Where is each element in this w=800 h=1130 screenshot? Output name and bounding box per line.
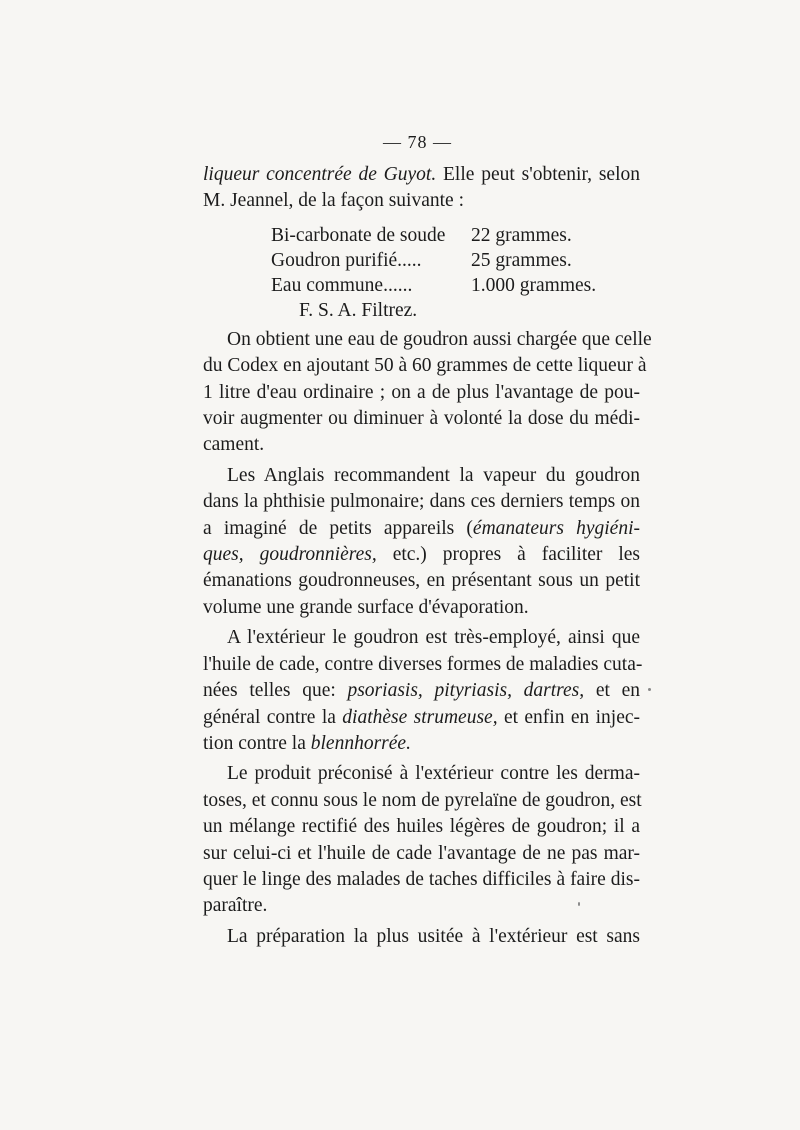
- italic-span: blennhorrée.: [310, 732, 411, 754]
- text-line: [203, 542, 640, 568]
- text-line: du Codex en ajoutant 50 à 60 grammes de cette liqueur à: [203, 355, 647, 377]
- intro-title-italic: liqueur concentrée de Guyot.: [203, 164, 437, 185]
- text-span: a imaginé de petits appareils (: [203, 517, 473, 539]
- page-number: — 78 —: [383, 132, 452, 152]
- recipe-quantity: 22 grammes.: [471, 224, 572, 246]
- text-line: sur celui-ci et l'huile de cade l'avantage de ne pas mar-: [203, 842, 640, 864]
- recipe-ingredient: Bi-carbonate de soude: [271, 224, 446, 246]
- text-line: On obtient une eau de goudron aussi chargée que celle: [227, 328, 652, 350]
- paragraph-1: [203, 327, 652, 459]
- text-line: quer le linge des malades de taches difficiles à faire dis-: [203, 868, 640, 890]
- text-line: [203, 678, 640, 704]
- text-line: La préparation la plus usitée à l'extérieur est sans: [227, 925, 640, 947]
- text-line: émanations goudronneuses, en présentant sous un petit: [203, 570, 640, 592]
- recipe-ingredient: Eau commune......: [271, 274, 413, 296]
- text-line: Les Anglais recommandent la vapeur du goudron: [227, 464, 640, 486]
- intro-line-1: [203, 162, 640, 188]
- italic-span: émanateurs hygiéni-: [472, 517, 640, 539]
- text-span: et enfin en injec-: [497, 706, 641, 728]
- text-line: voir augmenter ou diminuer à volonté la dose du médi-: [203, 408, 640, 430]
- intro-line-2: M. Jeannel, de la façon suivante :: [203, 190, 464, 212]
- text-line: Le produit préconisé à l'extérieur contre les derma-: [227, 763, 640, 785]
- text-span: etc.) propres à faciliter les: [376, 544, 640, 566]
- text-span: nées telles que:: [203, 680, 348, 702]
- ink-speck: [578, 902, 580, 906]
- text-line: A l'extérieur le goudron est très-employé, ainsi que: [227, 627, 640, 649]
- text-line: volume une grande surface d'évaporation.: [203, 596, 529, 618]
- paragraph-4: [203, 761, 640, 919]
- italic-span: psoriasis, pityriasis, dartres,: [347, 680, 585, 702]
- paragraph-2: [203, 463, 640, 621]
- italic-span: diathèse strumeuse,: [342, 706, 498, 728]
- recipe-ingredient: Goudron purifié.....: [271, 249, 422, 271]
- text-line: l'huile de cade, contre diverses formes de maladies cuta-: [203, 653, 643, 675]
- text-line: toses, et connu sous le nom de pyrelaïne de goudron, est: [203, 789, 642, 811]
- recipe-note: F. S. A. Filtrez.: [299, 299, 418, 321]
- text-span: et en: [584, 680, 641, 702]
- recipe-quantity: 1.000 grammes.: [471, 274, 597, 296]
- text-line: [203, 731, 640, 757]
- recipe-row: [203, 273, 640, 298]
- paragraph-3: [203, 625, 643, 757]
- intro-text: Elle peut s'obtenir, selon: [436, 164, 640, 185]
- text-line: cament.: [203, 434, 265, 456]
- text-span: général contre la: [203, 706, 343, 728]
- text-line: 1 litre d'eau ordinaire ; on a de plus l'avantage de pou-: [203, 381, 640, 403]
- recipe: [203, 223, 640, 323]
- text-line: un mélange rectifié des huiles légères de goudron; il a: [203, 816, 640, 838]
- text-line: [203, 705, 640, 731]
- text-span: tion contre la: [203, 732, 311, 754]
- text-line: dans la phthisie pulmonaire; dans ces derniers temps on: [203, 491, 640, 513]
- ink-speck: [648, 688, 651, 691]
- paragraph-5: [203, 924, 640, 950]
- text-line: paraître.: [203, 895, 268, 917]
- italic-span: ques, goudronnières,: [203, 544, 377, 566]
- recipe-quantity: 25 grammes.: [471, 249, 572, 271]
- text-line: [203, 516, 640, 542]
- recipe-row: [203, 223, 640, 248]
- recipe-row: [203, 248, 640, 273]
- body-text: [203, 162, 652, 950]
